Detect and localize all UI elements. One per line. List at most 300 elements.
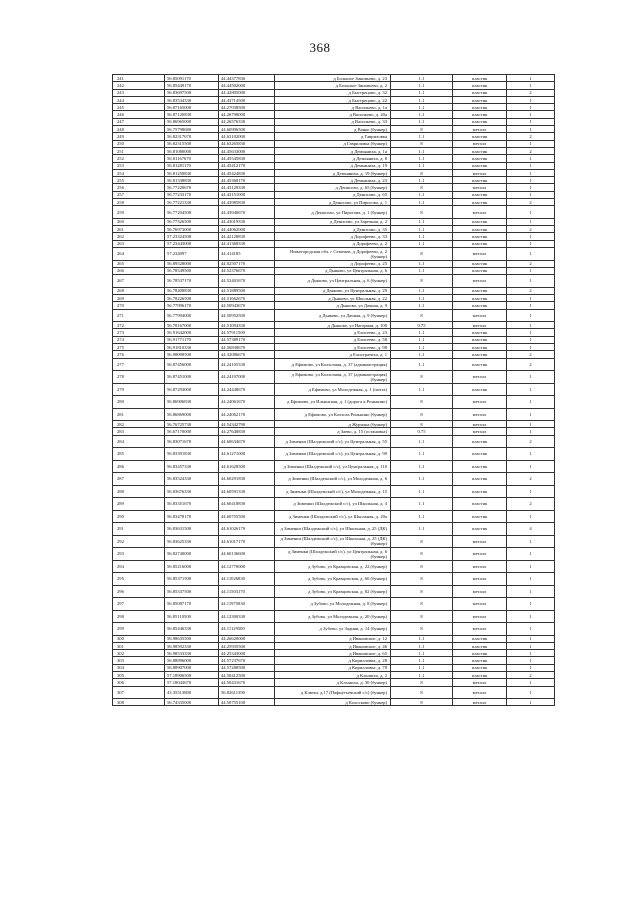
material-cell: пластик — [453, 233, 507, 240]
count-cell: 2 — [507, 358, 555, 371]
count-cell: 1 — [507, 218, 555, 225]
table-row — [113, 226, 555, 233]
table-row — [113, 358, 555, 371]
address-cell: д Зименки (Шалдежский с/с), ул Молодежная, д. 15 — [275, 485, 391, 498]
longitude-cell: 44.44062000 — [219, 226, 275, 233]
address-cell: д Денисово, д. 65 (бункер) — [275, 184, 391, 191]
material-cell: пластик — [453, 383, 507, 396]
count-cell: 1 — [507, 233, 555, 240]
latitude-cell: 56.98592330 — [165, 642, 219, 649]
address-cell: д Кирилловка, д. 78 — [275, 664, 391, 671]
latitude-cell: 56.82317670 — [165, 133, 219, 140]
latitude-cell: 56.91642000 — [165, 329, 219, 336]
volume-cell: 1.1 — [391, 448, 453, 461]
table-row — [113, 408, 555, 421]
material-cell: пластик — [453, 642, 507, 649]
latitude-cell: 56.83631500 — [165, 523, 219, 536]
volume-cell: 1.1 — [391, 233, 453, 240]
table-row — [113, 267, 555, 274]
row-number: 266 — [113, 267, 165, 274]
count-cell: 1 — [507, 240, 555, 247]
latitude-cell: 56.85087170 — [165, 598, 219, 611]
count-cell: 1 — [507, 623, 555, 636]
material-cell: металл — [453, 679, 507, 686]
address-cell: д Кльшиха, д. 2 — [275, 672, 391, 679]
longitude-cell: 44.41368330 — [219, 240, 275, 247]
address-cell: д Дьяково, ул Дачная, д. 9 (бункер) — [275, 309, 391, 322]
table-row — [113, 155, 555, 162]
table-row — [113, 510, 555, 523]
table-row — [113, 672, 555, 679]
row-number: 274 — [113, 336, 165, 343]
longitude-cell: 44.12770000 — [219, 560, 275, 573]
latitude-cell: 56.77204500 — [165, 206, 219, 219]
address-cell: д Ефимово, ул Колхоза Ронькино (бункер) — [275, 408, 391, 421]
material-cell: пластик — [453, 523, 507, 536]
latitude-cell: 56.83457330 — [165, 460, 219, 473]
volume-cell: 1.1 — [391, 147, 453, 154]
table-row — [113, 233, 555, 240]
address-cell: д Зименки (Шалдежский с/с), ул Центральная, д. 6 (бункер) — [275, 548, 391, 561]
latitude-cell: 56.83676330 — [165, 485, 219, 498]
row-number: 256 — [113, 184, 165, 191]
material-cell: металл — [453, 560, 507, 573]
longitude-cell: 44.45545830 — [219, 155, 275, 162]
longitude-cell: 44.60996500 — [219, 126, 275, 133]
row-number: 296 — [113, 585, 165, 598]
table-row — [113, 184, 555, 191]
longitude-cell: 44.24061670 — [219, 396, 275, 409]
row-number: 244 — [113, 96, 165, 103]
latitude-cell: 43.35513800 — [165, 686, 219, 699]
count-cell: 1 — [507, 535, 555, 548]
table-row — [113, 473, 555, 486]
volume-cell: 1.1 — [391, 218, 453, 225]
longitude-cell: 44.57911500 — [219, 329, 275, 336]
count-cell: 2 — [507, 226, 555, 233]
latitude-cell: 56.83534330 — [165, 96, 219, 103]
row-number: 307 — [113, 686, 165, 699]
latitude-cell: 56.78549500 — [165, 267, 219, 274]
row-number: 257 — [113, 191, 165, 198]
volume-cell: 1.1 — [391, 287, 453, 294]
volume-cell: 1.1 — [391, 226, 453, 233]
material-cell: пластик — [453, 473, 507, 486]
row-number: 250 — [113, 140, 165, 147]
latitude-cell: 56.98635500 — [165, 635, 219, 642]
count-cell: 1 — [507, 548, 555, 561]
material-cell: пластик — [453, 657, 507, 664]
material-cell: металл — [453, 396, 507, 409]
address-cell: д Дьяково, ул Школьная, д. 22 — [275, 294, 391, 301]
material-cell: пластик — [453, 329, 507, 336]
row-number: 302 — [113, 650, 165, 657]
count-cell: 2 — [507, 199, 555, 206]
latitude-cell: 56.81167670 — [165, 155, 219, 162]
volume-cell: 8 — [391, 535, 453, 548]
latitude-cell: 56.85091170 — [165, 75, 219, 82]
table-row — [113, 650, 555, 657]
row-number: 272 — [113, 322, 165, 329]
volume-cell: 1.1 — [391, 162, 453, 169]
count-cell: 1 — [507, 686, 555, 699]
count-cell: 1 — [507, 396, 555, 409]
latitude-cell: 56.67170000 — [165, 428, 219, 435]
table-row — [113, 240, 555, 247]
latitude-cell: 56.88896000 — [165, 657, 219, 664]
address-cell: д Зубово, ул Молодежная, д. 20 (бункер) — [275, 610, 391, 623]
material-cell: пластик — [453, 177, 507, 184]
row-number: 255 — [113, 177, 165, 184]
longitude-cell: 44.43151000 — [219, 191, 275, 198]
row-number: 286 — [113, 460, 165, 473]
latitude-cell: 57.18906500 — [165, 672, 219, 679]
material-cell: пластик — [453, 104, 507, 111]
count-cell: 1 — [507, 421, 555, 428]
address-cell: д Елисеево, д. 23 — [275, 329, 391, 336]
count-cell: 1 — [507, 96, 555, 103]
latitude-cell: 57.23324500 — [165, 233, 219, 240]
material-cell: металл — [453, 248, 507, 261]
latitude-cell: 56.83351670 — [165, 498, 219, 511]
longitude-cell: 44.25343000 — [219, 650, 275, 657]
row-number: 285 — [113, 448, 165, 461]
volume-cell: 1.1 — [391, 104, 453, 111]
volume-cell: 8 — [391, 585, 453, 598]
volume-cell: 1.1 — [391, 635, 453, 642]
material-cell: металл — [453, 623, 507, 636]
volume-cell: 0.75 — [391, 428, 453, 435]
address-cell: д Колосково (бункер) — [275, 699, 391, 706]
latitude-cell: 56.86869000 — [165, 408, 219, 421]
count-cell: 2 — [507, 89, 555, 96]
volume-cell: 1.1 — [391, 191, 453, 198]
table-row — [113, 623, 555, 636]
volume-cell: 1.1 — [391, 82, 453, 89]
row-number: 269 — [113, 294, 165, 301]
longitude-cell: 44.63102000 — [219, 133, 275, 140]
volume-cell: 1.1 — [391, 177, 453, 184]
table-row — [113, 498, 555, 511]
address-cell: д Демьяниха, д. 19 (бункер) — [275, 169, 391, 176]
address-cell: д Демьяниха, д. 19 — [275, 162, 391, 169]
count-cell: 1 — [507, 336, 555, 343]
latitude-cell: 57.23443000 — [165, 240, 219, 247]
address-cell: д Денисово, д. 65 — [275, 191, 391, 198]
row-number: 305 — [113, 672, 165, 679]
latitude-cell: 56.78226500 — [165, 294, 219, 301]
address-cell: д Ефимово, ул Молодежная, д. 1 (почта) — [275, 383, 391, 396]
table-row — [113, 396, 555, 409]
table-row — [113, 598, 555, 611]
material-cell: пластик — [453, 162, 507, 169]
address-cell: д Васильево, д. 20а — [275, 111, 391, 118]
latitude-cell: 56.83478170 — [165, 510, 219, 523]
table-row — [113, 573, 555, 586]
longitude-cell: 44.50943670 — [219, 302, 275, 309]
material-cell: металл — [453, 322, 507, 329]
volume-cell: 1.1 — [391, 302, 453, 309]
longitude-cell: 44.50952500 — [219, 309, 275, 322]
count-cell: 2 — [507, 133, 555, 140]
table-row — [113, 336, 555, 343]
longitude-cell: 44.25935500 — [219, 642, 275, 649]
volume-cell: 8 — [391, 396, 453, 409]
volume-cell: 8 — [391, 421, 453, 428]
table-row — [113, 657, 555, 664]
row-number: 289 — [113, 498, 165, 511]
row-number: 283 — [113, 428, 165, 435]
volume-cell: 1.1 — [391, 240, 453, 247]
table-row — [113, 287, 555, 294]
row-number: 268 — [113, 287, 165, 294]
longitude-cell: 44.51662670 — [219, 294, 275, 301]
volume-cell: 1.1 — [391, 383, 453, 396]
row-number: 277 — [113, 358, 165, 371]
latitude-cell: 56.87120830 — [165, 111, 219, 118]
longitude-cell: 44.60634670 — [219, 435, 275, 448]
row-number: 265 — [113, 260, 165, 267]
row-number: 300 — [113, 635, 165, 642]
longitude-cell: 44.02507170 — [219, 260, 275, 267]
table-row — [113, 535, 555, 548]
table-row — [113, 104, 555, 111]
longitude-cell: 44.414185 — [219, 248, 275, 261]
count-cell: 1 — [507, 642, 555, 649]
volume-cell: 1.1 — [391, 650, 453, 657]
volume-cell: 8 — [391, 623, 453, 636]
latitude-cell: 56.85371500 — [165, 573, 219, 586]
material-cell: металл — [453, 206, 507, 219]
table-row — [113, 686, 555, 699]
table-row — [113, 177, 555, 184]
row-number: 251 — [113, 147, 165, 154]
volume-cell: 1.1 — [391, 435, 453, 448]
table-row — [113, 218, 555, 225]
volume-cell: 1.1 — [391, 294, 453, 301]
longitude-cell: 44.51889500 — [219, 287, 275, 294]
address-cell: д Денисово, ул Пирогова, д. 1 — [275, 199, 391, 206]
longitude-cell: 44.54342790 — [219, 421, 275, 428]
row-number: 276 — [113, 351, 165, 358]
table-row — [113, 448, 555, 461]
volume-cell: 8 — [391, 169, 453, 176]
volume-cell: 8 — [391, 275, 453, 288]
address-cell: д Большое Зиновьево, д. 2 — [275, 82, 391, 89]
table-row — [113, 75, 555, 82]
material-cell: пластик — [453, 672, 507, 679]
address-cell: д Васильево, д. 33 — [275, 118, 391, 125]
containers-table — [112, 74, 554, 706]
table-row — [113, 351, 555, 358]
volume-cell: 8 — [391, 573, 453, 586]
longitude-cell: 44.11975830 — [219, 598, 275, 611]
latitude-cell: 56.86965000 — [165, 118, 219, 125]
row-number: 282 — [113, 421, 165, 428]
address-cell: д Ивановское, д. 65 — [275, 650, 391, 657]
count-cell: 1 — [507, 111, 555, 118]
material-cell: пластик — [453, 650, 507, 657]
latitude-cell: 56.77326500 — [165, 218, 219, 225]
material-cell: металл — [453, 699, 507, 706]
count-cell: 1 — [507, 657, 555, 664]
table-row — [113, 460, 555, 473]
address-cell: д Елистратиха, д. 1 — [275, 351, 391, 358]
address-cell: д Ефимово, ул Колхозная, д. 37 (администрация) (бункер) — [275, 371, 391, 384]
material-cell: пластик — [453, 89, 507, 96]
row-number: 290 — [113, 510, 165, 523]
material-cell: пластик — [453, 358, 507, 371]
latitude-cell: 56.85110500 — [165, 610, 219, 623]
material-cell: металл — [453, 275, 507, 288]
row-number: 248 — [113, 126, 165, 133]
address-cell: д Елисеево, д. 98 — [275, 343, 391, 350]
row-number: 247 — [113, 118, 165, 125]
address-cell: д Зименки (Шалдежский с/с), ул Центральная, д. 55 — [275, 435, 391, 448]
row-number: 297 — [113, 598, 165, 611]
row-number: 253 — [113, 162, 165, 169]
volume-cell: 1.1 — [391, 118, 453, 125]
latitude-cell: 56.83625330 — [165, 535, 219, 548]
material-cell: пластик — [453, 664, 507, 671]
address-cell: д Зубово, ул Кравцовская, д. 22 (бункер) — [275, 560, 391, 573]
longitude-cell: 44.50412500 — [219, 672, 275, 679]
row-number: 264 — [113, 248, 165, 261]
longitude-cell: 44.27038500 — [219, 104, 275, 111]
row-number: 263 — [113, 240, 165, 247]
address-cell: д Зубово, ул Задняя, д. 14 (бункер) — [275, 623, 391, 636]
volume-cell: 1.1 — [391, 523, 453, 536]
count-cell: 1 — [507, 104, 555, 111]
longitude-cell: 44.42128830 — [219, 233, 275, 240]
volume-cell: 1.1 — [391, 343, 453, 350]
table-row — [113, 111, 555, 118]
address-cell: д Гавриловка (бункер) — [275, 140, 391, 147]
material-cell: металл — [453, 126, 507, 133]
longitude-cell: 44.45412170 — [219, 162, 275, 169]
longitude-cell: 44.42805000 — [219, 89, 275, 96]
material-cell: пластик — [453, 226, 507, 233]
count-cell: 1 — [507, 428, 555, 435]
longitude-cell: 44.27640830 — [219, 428, 275, 435]
longitude-cell: 44.32086670 — [219, 351, 275, 358]
row-number: 261 — [113, 226, 165, 233]
address-cell: д Быстрецово, д. 22 — [275, 96, 391, 103]
address-cell: д Васильево, д. 1а — [275, 104, 391, 111]
row-number: 294 — [113, 560, 165, 573]
volume-cell: 1.1 — [391, 89, 453, 96]
count-cell: 1 — [507, 371, 555, 384]
count-cell: 1 — [507, 294, 555, 301]
row-number: 280 — [113, 396, 165, 409]
row-number: 262 — [113, 233, 165, 240]
table-row — [113, 560, 555, 573]
table-row — [113, 260, 555, 267]
longitude-cell: 44.57288500 — [219, 664, 275, 671]
material-cell: пластик — [453, 96, 507, 103]
row-number: 304 — [113, 664, 165, 671]
address-cell: д Быстрецово, д. 32 — [275, 89, 391, 96]
longitude-cell: 44.61026170 — [219, 523, 275, 536]
count-cell: 1 — [507, 343, 555, 350]
count-cell: 2 — [507, 147, 555, 154]
table-row — [113, 435, 555, 448]
material-cell: пластик — [453, 460, 507, 473]
latitude-cell: 56.75798680 — [165, 126, 219, 133]
longitude-cell: 44.61628500 — [219, 460, 275, 473]
page-number: 368 — [309, 40, 331, 55]
address-cell: д Денисово, ул Заречная, д. 2 — [275, 218, 391, 225]
table-row — [113, 133, 555, 140]
row-number: 291 — [113, 523, 165, 536]
volume-cell: 1.1 — [391, 96, 453, 103]
material-cell: металл — [453, 140, 507, 147]
table-row — [113, 248, 555, 261]
longitude-cell: 44.43714500 — [219, 96, 275, 103]
count-cell: 1 — [507, 383, 555, 396]
count-cell: 1 — [507, 322, 555, 329]
address-cell: д Зименки (Шалдежский с/с), ул Школьная, д. 25 (ДК) (бункер) — [275, 535, 391, 548]
address-cell: д Дьяково, ул Нагорная, д. 100 — [275, 322, 391, 329]
latitude-cell: 56.83697500 — [165, 89, 219, 96]
row-number: 252 — [113, 155, 165, 162]
longitude-cell: 44.24448670 — [219, 383, 275, 396]
material-cell: металл — [453, 309, 507, 322]
longitude-cell: 44.12300330 — [219, 610, 275, 623]
row-number: 270 — [113, 302, 165, 309]
count-cell: 4 — [507, 523, 555, 536]
table-row — [113, 343, 555, 350]
table-row — [113, 294, 555, 301]
row-number: 279 — [113, 383, 165, 396]
material-cell: металл — [453, 573, 507, 586]
latitude-cell: 56.78167000 — [165, 322, 219, 329]
table-row — [113, 523, 555, 536]
longitude-cell: 44.52376670 — [219, 267, 275, 274]
count-cell: 1 — [507, 191, 555, 198]
latitude-cell: 56.77233170 — [165, 191, 219, 198]
latitude-cell: 56.85337500 — [165, 585, 219, 598]
count-cell: 1 — [507, 329, 555, 336]
address-cell: д Большое Зиновьево, д. 23 — [275, 75, 391, 82]
count-cell: 1 — [507, 560, 555, 573]
row-number: 288 — [113, 485, 165, 498]
count-cell: 1 — [507, 460, 555, 473]
volume-cell: 1.1 — [391, 672, 453, 679]
row-number: 258 — [113, 199, 165, 206]
longitude-cell: 44.26576330 — [219, 118, 275, 125]
count-cell: 1 — [507, 448, 555, 461]
address-cell: д Демьяниха, д. 1а — [275, 147, 391, 154]
material-cell: металл — [453, 169, 507, 176]
material-cell: пластик — [453, 191, 507, 198]
table-row — [113, 302, 555, 309]
material-cell: пластик — [453, 294, 507, 301]
volume-cell: 8 — [391, 206, 453, 219]
address-cell: д Зименки (Шалдежский с/с), ул Центральная, д. 90 — [275, 448, 391, 461]
row-number: 273 — [113, 329, 165, 336]
address-cell: д Ивановское, д. 12 — [275, 635, 391, 642]
material-cell: металл — [453, 610, 507, 623]
table-row — [113, 322, 555, 329]
latitude-cell: 56.77994000 — [165, 309, 219, 322]
table-row — [113, 191, 555, 198]
latitude-cell: 56.82740000 — [165, 548, 219, 561]
address-cell: д Зименки (Шалдежский с/с), ул Школьная, д. 4 — [275, 498, 391, 511]
row-number: 245 — [113, 104, 165, 111]
table-row — [113, 126, 555, 133]
material-cell: металл — [453, 535, 507, 548]
